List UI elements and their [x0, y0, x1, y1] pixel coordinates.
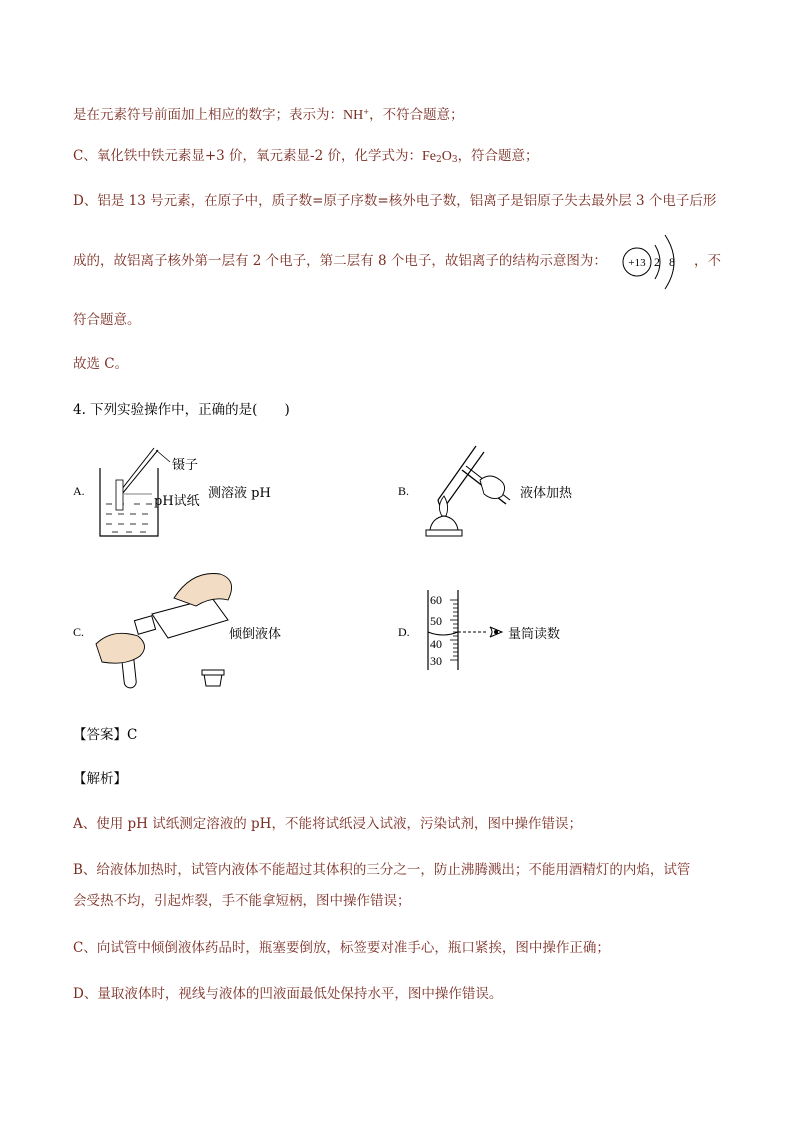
explanation-line-4	[73, 252, 607, 270]
tweezers	[118, 448, 154, 494]
explanation-line-1	[73, 103, 464, 125]
option-c-letter: C.	[73, 625, 85, 639]
holding-hand	[96, 633, 145, 663]
scale-ticks	[450, 600, 458, 660]
analysis-line-b: B、给液体加热时，试管内液体不能超过其体积的三分之一，防止沸腾溅出；不能用酒精灯的内焰，试管	[73, 862, 691, 878]
explanation-text: ，符合题意；	[457, 148, 539, 164]
meniscus	[428, 632, 458, 635]
tweezers-label: 镊子	[172, 458, 199, 473]
hand	[480, 476, 505, 499]
ph-paper	[116, 480, 123, 510]
formula-o: O	[441, 149, 452, 164]
answer: 【答案】C	[73, 727, 138, 743]
ammonium-charge: +	[363, 108, 370, 116]
analysis-line-c: C、向试管中倾倒液体药品时，瓶塞要倒放，标签要对准手心，瓶口紧挨，图中操作正确；	[73, 940, 610, 956]
alcohol-lamp	[430, 516, 458, 530]
pour-liquid-label: 倾倒液体	[229, 627, 282, 642]
tick-label-40: 40	[430, 637, 442, 651]
solution-dashes	[106, 504, 152, 532]
ph-paper-label: pH试纸	[154, 494, 200, 509]
question-stem: 4. 下列实验操作中，正确的是( )	[73, 402, 290, 418]
beaker	[100, 468, 158, 536]
analysis-line-a: A、使用 pH 试纸测定溶液的 pH，不能将试纸浸入试液，污染试剂，图中操作错误；	[73, 816, 582, 832]
option-c-diagram	[92, 566, 242, 696]
option-b-diagram	[418, 440, 528, 545]
nucleus-charge: +13	[628, 257, 646, 269]
option-b-letter: B.	[398, 484, 410, 498]
tick-label-30: 30	[430, 654, 442, 668]
explanation-text: ，不符合题意；	[369, 107, 464, 123]
ammonium-formula: NH	[343, 108, 364, 123]
formula-sub: 3	[451, 155, 458, 165]
explanation-line-5: 符合题意。	[73, 312, 141, 328]
analysis-title: 【解析】	[73, 771, 127, 787]
label-pointer	[156, 450, 170, 462]
formula-fe: Fe	[421, 149, 436, 164]
heating-liquid-label: 液体加热	[520, 486, 573, 501]
flame	[439, 496, 447, 516]
measure-ph-label: 测溶液 pH	[208, 486, 271, 501]
option-a-letter: A.	[73, 484, 85, 498]
read-cylinder-label: 量筒读数	[508, 627, 561, 642]
explanation-line-4-tail: ，不	[694, 253, 721, 269]
formula-sub: 2	[435, 155, 442, 165]
explanation-line-2	[73, 147, 539, 169]
tick-label-60: 60	[430, 593, 442, 607]
explanation-text: C、氧化铁中铁元素显+3 价，氧元素显-2 价，化学式为：	[73, 148, 422, 164]
explanation-line-6: 故选 C。	[73, 356, 129, 372]
bottle-stopper	[204, 674, 222, 686]
option-d-letter: D.	[398, 625, 410, 639]
pouring-hand	[174, 574, 232, 607]
tick-label-50: 50	[430, 614, 442, 628]
analysis-line-b2: 会受热不均，引起炸裂，手不能拿短柄，图中操作错误；	[73, 893, 411, 909]
analysis-line-d: D、量取液体时，视线与液体的凹液面最低处保持水平，图中操作错误。	[73, 986, 503, 1002]
shell-1-electrons: 2	[654, 255, 660, 269]
explanation-line-3: D、铝是 13 号元素，在原子中，质子数=原子序数=核外电子数，铝离子是铝原子失去最外层 3 个电子后形	[73, 193, 717, 209]
explanation-text: 是在元素符号前面加上相应的数字；表示为：	[73, 107, 343, 123]
explanation-text: 成的，故铝离子核外第一层有 2 个电子，第二层有 8 个电子，故铝离子的结构示意图为：	[73, 253, 607, 269]
shell-2-electrons: 8	[669, 255, 675, 269]
option-d-diagram	[420, 588, 510, 678]
test-tube	[438, 446, 476, 500]
